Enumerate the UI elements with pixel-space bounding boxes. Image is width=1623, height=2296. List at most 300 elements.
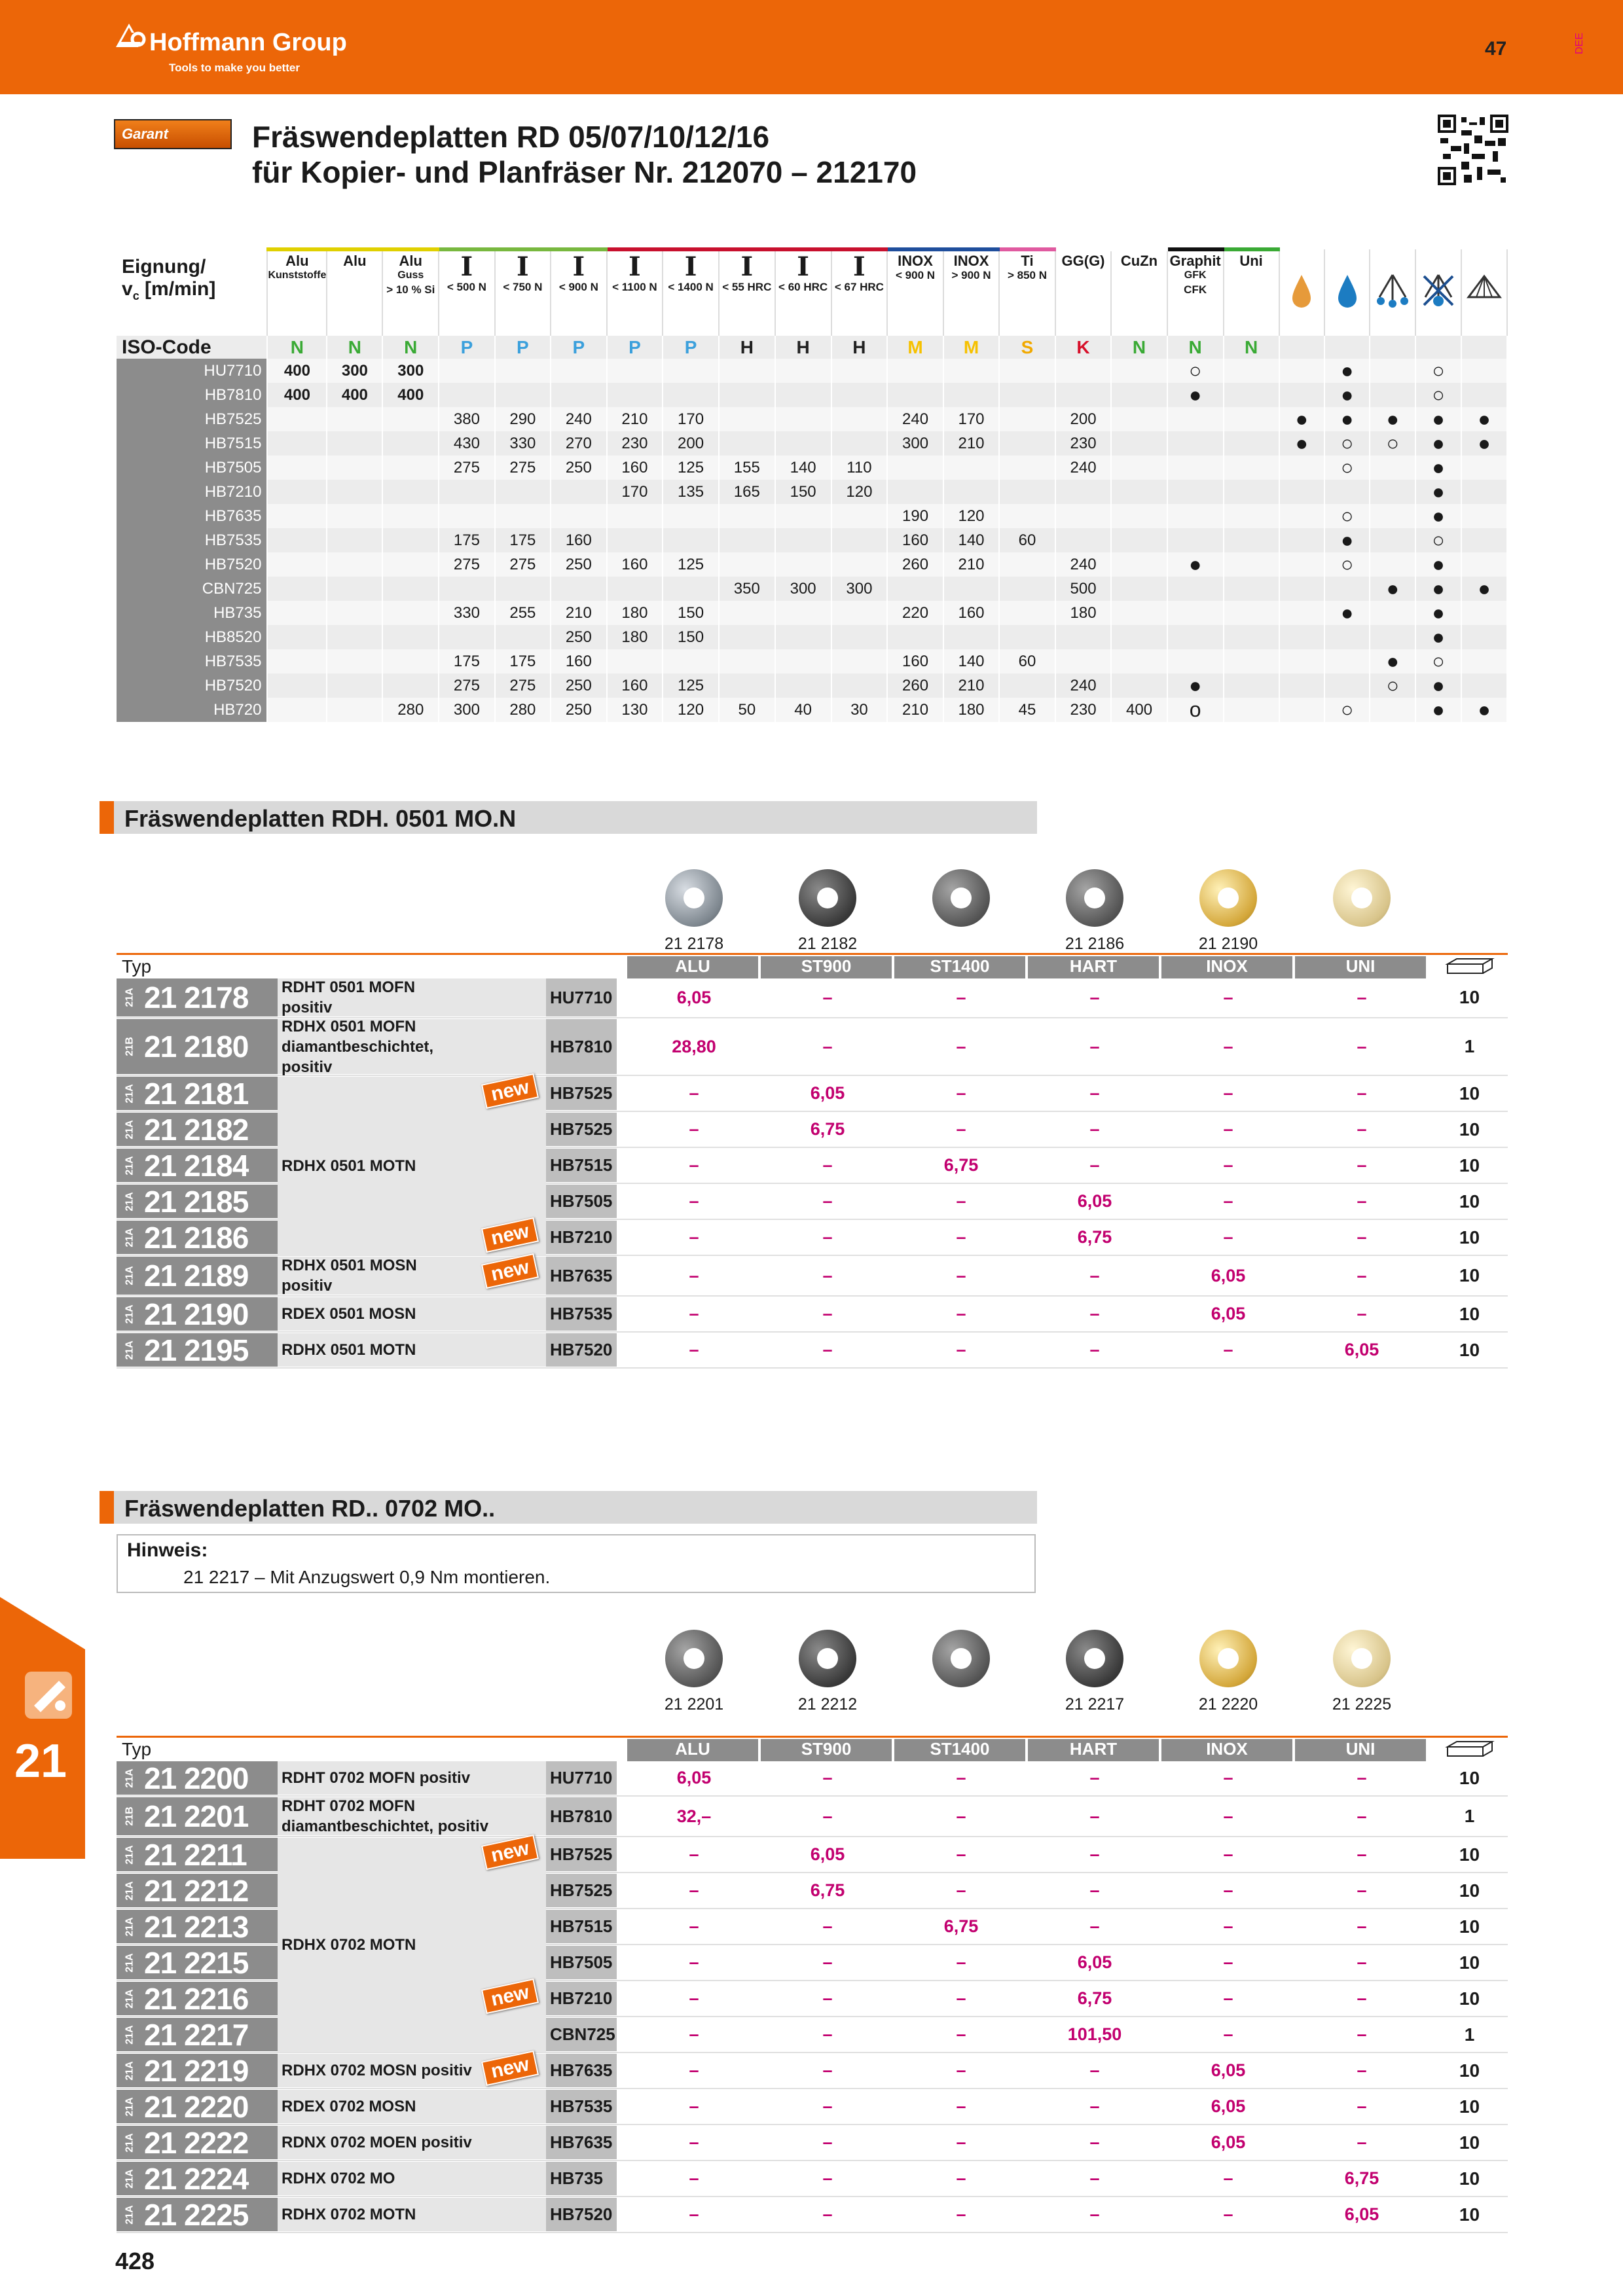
grade-row xyxy=(117,504,1507,528)
package-quantity: 10 xyxy=(1459,2204,1480,2225)
speed-cell xyxy=(267,625,327,649)
speed-cell xyxy=(495,625,551,649)
speed-cell xyxy=(495,577,551,601)
price-cell: – xyxy=(1223,1880,1233,1900)
speed-cell xyxy=(267,552,327,577)
material-column-header xyxy=(999,249,1055,336)
price-cell: – xyxy=(689,2204,699,2224)
package-quantity: 1 xyxy=(1464,2024,1475,2045)
speed-cell xyxy=(439,625,494,649)
material-strength: > 850 N xyxy=(1007,269,1047,281)
speed-cell xyxy=(831,625,888,649)
speed-cell: 255 xyxy=(495,601,551,625)
price-cell: – xyxy=(1089,2132,1100,2152)
material-strength: > 10 % Si xyxy=(386,283,435,296)
price-cell: – xyxy=(1357,1119,1367,1139)
speed-cell xyxy=(1111,577,1167,601)
product-row[interactable] xyxy=(117,1797,1508,1837)
article-number: 21 2186 xyxy=(144,1220,249,1255)
speed-cell xyxy=(943,456,999,480)
speed-cell xyxy=(1224,480,1279,504)
speed-cell xyxy=(831,649,888,673)
product-row[interactable] xyxy=(117,1761,1508,1797)
material-header: ST1400 xyxy=(894,1739,1025,1761)
speed-cell xyxy=(775,649,831,673)
price-cell: – xyxy=(1223,2204,1233,2224)
speed-cell xyxy=(439,359,494,383)
coolant-cell: ● xyxy=(1279,431,1324,456)
price-cell: – xyxy=(1357,2060,1367,2080)
price-cell: – xyxy=(1223,1988,1233,2008)
price-cell: – xyxy=(689,1304,699,1323)
price-cell: – xyxy=(689,1988,699,2008)
description-line: RDHT 0702 MOFN positiv xyxy=(282,1769,471,1787)
chapter-tab[interactable] xyxy=(0,1597,85,1859)
product-row[interactable] xyxy=(117,2053,1508,2089)
speed-cell xyxy=(551,480,606,504)
catalog-prefix: 21A xyxy=(124,2168,136,2189)
page-number-top: 47 xyxy=(1485,38,1507,60)
speed-cell xyxy=(439,383,494,407)
coolant-cell: ● xyxy=(1415,431,1461,456)
product-row[interactable] xyxy=(117,2089,1508,2125)
article-number: 21 2213 xyxy=(144,1909,249,1944)
type-description xyxy=(278,2162,546,2195)
speed-cell xyxy=(327,504,382,528)
product-row[interactable] xyxy=(117,2197,1508,2233)
description-line: RDHX 0702 MO xyxy=(282,2170,395,2187)
coolant-cell xyxy=(1461,625,1507,649)
speed-cell: 160 xyxy=(551,649,606,673)
coolant-cell xyxy=(1279,601,1324,625)
speed-cell xyxy=(775,431,831,456)
material-header: HART xyxy=(1028,956,1159,978)
material-strength: < 500 N xyxy=(447,281,486,293)
grade-code: HB735 xyxy=(117,601,267,625)
speed-cell xyxy=(1111,407,1167,431)
speed-cell xyxy=(999,456,1055,480)
grade-cell: HU7710 xyxy=(546,978,617,1016)
article-number: 21 2220 xyxy=(144,2089,249,2124)
coolant-cell xyxy=(1370,552,1415,577)
speed-cell xyxy=(1224,407,1279,431)
article-number-cell xyxy=(117,1797,279,1835)
speed-cell xyxy=(999,359,1055,383)
speed-cell xyxy=(775,625,831,649)
article-number-cell xyxy=(117,1946,279,1979)
price-cell: – xyxy=(1357,1916,1367,1936)
material-header: INOX xyxy=(1161,956,1292,978)
price-cell: – xyxy=(1357,1806,1367,1826)
package-quantity: 10 xyxy=(1459,1339,1480,1360)
speed-cell: 280 xyxy=(495,698,551,722)
coolant-cell xyxy=(1279,456,1324,480)
grade-row xyxy=(117,456,1507,480)
grade-code: CBN725 xyxy=(117,577,267,601)
speed-cell: 400 xyxy=(327,383,382,407)
article-number: 21 2222 xyxy=(144,2125,249,2160)
material-header: ALU xyxy=(627,956,758,978)
article-number-cell xyxy=(117,2198,279,2231)
steel-beam-icon: I xyxy=(629,251,641,282)
speed-cell xyxy=(1111,431,1167,456)
speed-cell: 175 xyxy=(439,528,494,552)
grade-cell: HB7525 xyxy=(546,1113,617,1146)
catalog-prefix: 21A xyxy=(124,1952,136,1973)
speed-cell xyxy=(1224,625,1279,649)
speed-cell xyxy=(719,673,775,698)
speed-cell: 300 xyxy=(327,359,382,383)
material-column-header xyxy=(607,249,663,336)
package-quantity: 10 xyxy=(1459,1767,1480,1788)
speed-cell: 260 xyxy=(887,552,943,577)
brand-tagline: Tools to make you better xyxy=(169,62,300,74)
price-cell: – xyxy=(956,2096,966,2116)
speed-cell xyxy=(551,359,606,383)
iso-code-cell: M xyxy=(887,336,943,359)
iso-code-cell: P xyxy=(607,336,663,359)
speed-cell xyxy=(1111,504,1167,528)
speed-cell xyxy=(999,673,1055,698)
speed-cell: 180 xyxy=(607,601,663,625)
speed-cell xyxy=(1224,698,1279,722)
article-number-cell xyxy=(117,2162,279,2195)
article-number-cell xyxy=(117,1910,279,1943)
price-cell: – xyxy=(1223,1844,1233,1864)
article-number: 21 2195 xyxy=(144,1333,249,1367)
price-cell: 6,75 xyxy=(1077,1227,1112,1247)
description-line: RDHX 0702 MOSN positiv xyxy=(282,2062,472,2079)
speed-cell xyxy=(1111,601,1167,625)
grade-row xyxy=(117,601,1507,625)
article-number-cell xyxy=(117,1077,279,1110)
speed-cell: 120 xyxy=(943,504,999,528)
type-description xyxy=(278,978,546,1016)
grade-cell: HB7635 xyxy=(546,2126,617,2159)
price-cell: – xyxy=(822,2204,833,2224)
coolant-cell xyxy=(1461,480,1507,504)
type-description xyxy=(278,1333,546,1367)
insert-photo xyxy=(665,869,723,927)
grade-code: HB720 xyxy=(117,698,267,722)
speed-cell xyxy=(1111,673,1167,698)
qr-code-icon[interactable] xyxy=(1438,114,1508,186)
grade-cell: HB7505 xyxy=(546,1946,617,1979)
material-strength: < 67 HRC xyxy=(834,281,884,293)
speed-cell xyxy=(831,528,888,552)
description-line: positiv xyxy=(282,1277,333,1295)
mist-icon xyxy=(1370,249,1415,336)
speed-cell xyxy=(382,649,439,673)
speed-cell xyxy=(719,383,775,407)
coolant-cell: ● xyxy=(1415,456,1461,480)
steel-beam-icon: I xyxy=(572,251,585,282)
speed-cell xyxy=(1167,456,1224,480)
description-line: RDHX 0501 MOFN xyxy=(282,1017,416,1035)
page-number-bottom: 428 xyxy=(115,2248,155,2274)
speed-cell xyxy=(439,480,494,504)
speed-cell xyxy=(1111,383,1167,407)
speed-cell xyxy=(831,552,888,577)
speed-cell xyxy=(327,456,382,480)
material-header: UNI xyxy=(1295,956,1426,978)
product-row[interactable] xyxy=(117,978,1508,1018)
article-number-cell xyxy=(117,1257,279,1295)
article-number-cell xyxy=(117,1874,279,1907)
article-image-number: 21 2212 xyxy=(797,1695,858,1713)
speed-cell xyxy=(382,577,439,601)
price-cell: – xyxy=(1357,1304,1367,1323)
price-cell: – xyxy=(1089,987,1100,1007)
grade-cell: HB7210 xyxy=(546,1221,617,1254)
grade-cell: HB7520 xyxy=(546,2198,617,2231)
package-quantity: 10 xyxy=(1459,1303,1480,1324)
speed-cell xyxy=(327,407,382,431)
article-number-cell xyxy=(117,2126,279,2159)
catalog-prefix: 21A xyxy=(124,1340,136,1360)
grade-code: HB7515 xyxy=(117,431,267,456)
price-cell: – xyxy=(1357,1191,1367,1211)
package-quantity: 10 xyxy=(1459,1119,1480,1139)
speed-cell xyxy=(831,359,888,383)
material-column-header xyxy=(943,249,999,336)
price-cell: 6,05 xyxy=(676,987,712,1007)
material-strength: < 900 N xyxy=(896,269,936,281)
speed-cell: 175 xyxy=(439,649,494,673)
article-number: 21 2189 xyxy=(144,1259,249,1293)
speed-cell xyxy=(887,577,943,601)
speed-cell xyxy=(382,456,439,480)
insert-photo xyxy=(1066,869,1123,927)
coolant-cell: ● xyxy=(1370,649,1415,673)
coolant-cell: ● xyxy=(1415,698,1461,722)
product-row[interactable] xyxy=(117,1018,1508,1076)
speed-cell: 160 xyxy=(607,456,663,480)
package-quantity: 10 xyxy=(1459,1952,1480,1973)
speed-cell xyxy=(775,383,831,407)
coolant-cell xyxy=(1461,456,1507,480)
steel-beam-icon: I xyxy=(517,251,529,282)
product-table-header xyxy=(117,1736,1508,1759)
cutting-speed-table xyxy=(117,247,1508,722)
coolant-cell xyxy=(1279,552,1324,577)
speed-cell xyxy=(327,552,382,577)
speed-cell: 250 xyxy=(551,673,606,698)
speed-cell: 175 xyxy=(495,649,551,673)
price-cell: – xyxy=(1223,1916,1233,1936)
iso-code-label: ISO-Code xyxy=(117,336,267,359)
eignung-label: Eignung/ xyxy=(122,256,206,278)
speed-cell xyxy=(327,673,382,698)
type-description-group: RDHX 0702 MOTN xyxy=(278,1838,546,2053)
article-number: 21 2225 xyxy=(144,2197,249,2232)
speed-cell xyxy=(267,407,327,431)
material-name: Alu xyxy=(285,253,309,269)
price-cell: – xyxy=(822,987,833,1007)
material-column-header xyxy=(1055,249,1112,336)
type-description xyxy=(278,1761,546,1795)
price-cell: – xyxy=(689,2132,699,2152)
product-table-header xyxy=(117,953,1508,977)
article-image-number: 21 2220 xyxy=(1198,1695,1258,1713)
catalog-prefix: 21A xyxy=(124,1191,136,1211)
speed-cell: 430 xyxy=(439,431,494,456)
coolant-cell: ● xyxy=(1324,383,1370,407)
article-image-number: 21 2201 xyxy=(664,1695,724,1713)
grade-cell: HU7710 xyxy=(546,1761,617,1795)
speed-cell xyxy=(943,359,999,383)
package-quantity: 10 xyxy=(1459,2096,1480,2117)
vc-symbol: v xyxy=(122,278,133,300)
material-column-header xyxy=(267,249,327,336)
price-cell: – xyxy=(689,1844,699,1864)
speed-cell xyxy=(495,383,551,407)
steel-beam-icon: I xyxy=(684,251,697,282)
coolant-cell xyxy=(1461,673,1507,698)
iso-code-cell: N xyxy=(382,336,439,359)
coolant-cell xyxy=(1461,649,1507,673)
grade-cell: HB7810 xyxy=(546,1797,617,1835)
speed-cell: 300 xyxy=(775,577,831,601)
material-name: INOX xyxy=(953,253,989,269)
speed-cell: 280 xyxy=(382,698,439,722)
speed-cell: 250 xyxy=(551,552,606,577)
speed-cell: 180 xyxy=(943,698,999,722)
coolant-cell xyxy=(1461,552,1507,577)
price-cell: 6,75 xyxy=(943,1155,979,1175)
speed-cell xyxy=(1224,601,1279,625)
coolant-cell xyxy=(1279,649,1324,673)
article-number-cell xyxy=(117,1149,279,1182)
price-cell: – xyxy=(1223,1806,1233,1826)
coolant-cell: ● xyxy=(1324,601,1370,625)
speed-cell xyxy=(607,359,663,383)
speed-cell: 250 xyxy=(551,625,606,649)
material-name: Ti xyxy=(1021,253,1034,269)
type-description xyxy=(278,1797,546,1835)
speed-cell: 350 xyxy=(719,577,775,601)
speed-cell: ● xyxy=(1167,673,1224,698)
speed-cell: 40 xyxy=(775,698,831,722)
catalog-prefix: 21A xyxy=(124,2096,136,2117)
iso-blank-cell xyxy=(1279,336,1324,359)
price-cell: – xyxy=(1357,1880,1367,1900)
package-quantity: 10 xyxy=(1459,1155,1480,1175)
speed-cell xyxy=(663,359,719,383)
coolant-cell xyxy=(1461,359,1507,383)
grade-row xyxy=(117,625,1507,649)
iso-code-cell: N xyxy=(1167,336,1224,359)
catalog-prefix: 21A xyxy=(124,1227,136,1247)
price-cell: – xyxy=(822,1227,833,1247)
iso-code-cell: N xyxy=(1111,336,1167,359)
speed-cell: 170 xyxy=(943,407,999,431)
brand-name: Hoffmann Group xyxy=(149,29,347,56)
coolant-cell xyxy=(1370,359,1415,383)
speed-cell: 155 xyxy=(719,456,775,480)
iso-blank-cell xyxy=(1461,336,1507,359)
product-row[interactable] xyxy=(117,1256,1508,1297)
coolant-cell xyxy=(1279,359,1324,383)
coolant-cell xyxy=(1279,504,1324,528)
material-name: Alu xyxy=(399,253,422,269)
catalog-prefix: 21A xyxy=(124,1880,136,1901)
iso-code-cell: H xyxy=(831,336,888,359)
price-cell: 32,– xyxy=(676,1806,712,1826)
price-cell: 6,05 xyxy=(1344,1340,1379,1359)
catalog-prefix: 21A xyxy=(124,2204,136,2225)
speed-cell: 240 xyxy=(887,407,943,431)
speed-cell xyxy=(719,431,775,456)
grade-row xyxy=(117,528,1507,552)
package-box-icon xyxy=(1431,956,1508,978)
price-cell: – xyxy=(1223,987,1233,1007)
price-cell: – xyxy=(1223,1227,1233,1247)
speed-cell xyxy=(495,359,551,383)
speed-cell: 180 xyxy=(1055,601,1112,625)
material-strength: < 1100 N xyxy=(612,281,657,293)
price-cell: 6,75 xyxy=(810,1880,845,1900)
grade-code: HB7635 xyxy=(117,504,267,528)
product-row[interactable] xyxy=(117,1333,1508,1369)
material-sub: GFK xyxy=(1184,270,1207,281)
coolant-cell: ● xyxy=(1415,673,1461,698)
price-cell: – xyxy=(956,1880,966,1900)
coolant-cell: ● xyxy=(1370,407,1415,431)
price-cell: – xyxy=(956,1191,966,1211)
material-strength: < 750 N xyxy=(503,281,543,293)
price-cell: – xyxy=(1089,1880,1100,1900)
iso-code-cell: K xyxy=(1055,336,1112,359)
price-cell: – xyxy=(956,987,966,1007)
speed-cell xyxy=(1111,456,1167,480)
coolant-cell xyxy=(1370,698,1415,722)
description-line: positiv xyxy=(282,1058,333,1076)
speed-cell: 160 xyxy=(887,649,943,673)
speed-cell xyxy=(943,383,999,407)
price-cell: – xyxy=(689,2060,699,2080)
price-cell: 6,05 xyxy=(1211,1304,1246,1323)
speed-cell: 275 xyxy=(495,673,551,698)
coolant-cell xyxy=(1279,673,1324,698)
price-cell: – xyxy=(689,1155,699,1175)
speed-cell xyxy=(1055,504,1112,528)
article-number-cell xyxy=(117,1982,279,2015)
coolant-cell: ● xyxy=(1415,552,1461,577)
speed-cell xyxy=(382,601,439,625)
coolant-cell xyxy=(1461,383,1507,407)
speed-cell xyxy=(887,625,943,649)
grade-row xyxy=(117,407,1507,431)
article-image-number: 21 2186 xyxy=(1065,935,1125,953)
product-row[interactable] xyxy=(117,1297,1508,1333)
new-badge: new xyxy=(481,1217,539,1253)
article-number: 21 2224 xyxy=(144,2161,249,2196)
speed-cell xyxy=(382,625,439,649)
speed-cell: 240 xyxy=(551,407,606,431)
speed-cell: 400 xyxy=(382,383,439,407)
speed-cell: 60 xyxy=(999,649,1055,673)
coolant-cell: ● xyxy=(1415,601,1461,625)
speed-cell: ● xyxy=(1167,383,1224,407)
price-cell: 6,75 xyxy=(1344,2168,1379,2188)
product-row[interactable] xyxy=(117,2125,1508,2161)
product-row[interactable] xyxy=(117,2161,1508,2197)
speed-cell xyxy=(327,601,382,625)
speed-cell: 160 xyxy=(607,673,663,698)
speed-cell xyxy=(607,383,663,407)
material-header: ALU xyxy=(627,1739,758,1761)
